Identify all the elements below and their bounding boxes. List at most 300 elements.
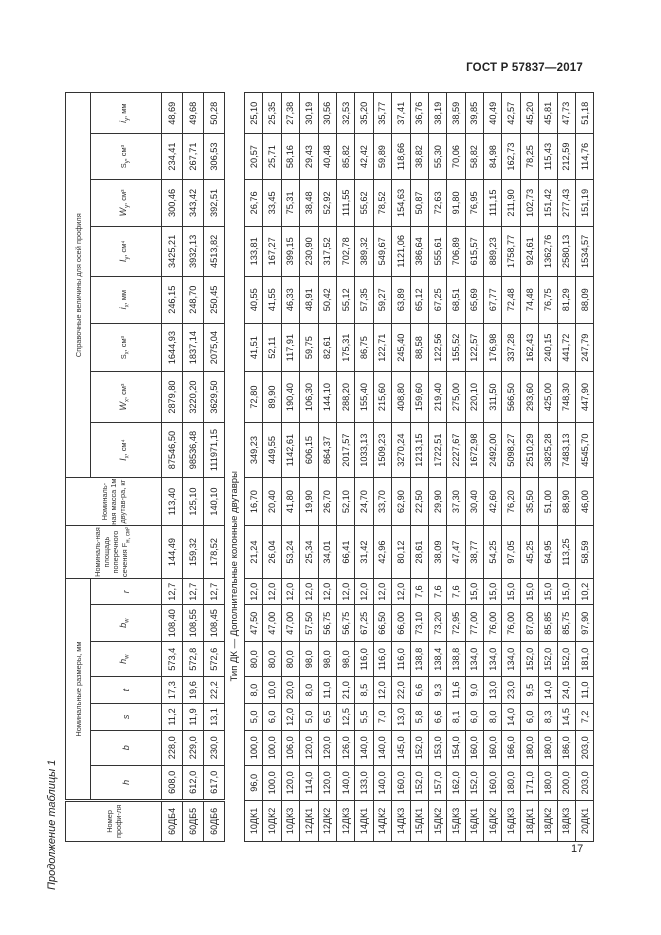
table-row [281,93,299,842]
value-cell: 6,0 [465,704,483,731]
value-cell: 122,57 [465,323,483,371]
value-cell: 408,80 [392,372,410,422]
value-cell: 8,3 [539,704,557,731]
table-row [183,93,204,842]
value-cell: 13,0 [484,677,502,704]
value-cell: 12,0 [355,579,373,605]
t-label: t [120,688,131,692]
value-cell: 70,06 [447,134,465,179]
header-ix [91,276,162,323]
value-cell: 52,11 [263,323,281,371]
value-cell: 12,7 [162,579,183,605]
value-cell: 26,76 [245,179,263,226]
value-cell: 22,2 [204,677,225,704]
value-cell: 4513,82 [204,227,225,276]
value-cell: 126,0 [336,730,354,765]
Iy-label: I [118,259,129,263]
value-cell: 51,00 [539,478,557,525]
value-cell: 267,71 [183,134,204,179]
value-cell: 97,05 [502,525,520,579]
profile-cell: 15ДК1 [410,800,428,841]
value-cell: 15,0 [502,579,520,605]
value-cell: 138,8 [447,642,465,677]
value-cell: 34,01 [318,525,336,579]
value-cell: 9,5 [520,677,538,704]
r-label: r [120,590,131,594]
value-cell: 65,12 [410,276,428,323]
table-row [484,93,502,842]
value-cell: 186,0 [557,730,575,765]
value-cell: 14,0 [502,704,520,731]
value-cell: 159,32 [183,525,204,579]
value-cell: 111971,15 [204,422,225,478]
value-cell: 76,20 [502,478,520,525]
value-cell: 2580,13 [557,227,575,276]
value-cell: 50,87 [410,179,428,226]
value-cell: 180,0 [539,765,557,800]
profile-cell: 14ДК1 [355,800,373,841]
value-cell: 1758,77 [502,227,520,276]
value-cell: 151,42 [539,179,557,226]
value-cell: 98,0 [318,642,336,677]
value-cell: 2227,67 [447,422,465,478]
table-row [447,93,465,842]
value-cell: 2017,57 [336,422,354,478]
value-cell: 66,00 [392,605,410,642]
value-cell: 108,40 [162,605,183,642]
value-cell: 76,00 [502,605,520,642]
value-cell: 26,04 [263,525,281,579]
value-cell: 228,0 [162,730,183,765]
value-cell: 15,0 [520,579,538,605]
table-row [263,93,281,842]
value-cell: 144,49 [162,525,183,579]
value-cell: 864,37 [318,422,336,478]
table-row [300,93,318,842]
hw-label: h [118,658,129,664]
value-cell: 1722,51 [428,422,446,478]
value-cell: 155,40 [355,372,373,422]
Sx-sub: x [124,351,131,355]
table-row [245,93,263,842]
value-cell: 39,85 [465,93,483,134]
Sx-label: S [119,354,129,360]
value-cell: 98536,48 [183,422,204,478]
value-cell: 386,64 [410,227,428,276]
s-label: s [120,714,131,720]
value-cell: 113,25 [557,525,575,579]
value-cell: 12,7 [183,579,204,605]
table-row [392,93,410,842]
value-cell: 200,0 [557,765,575,800]
Sy-unit: , см³ [119,144,129,161]
value-cell: 924,61 [520,227,538,276]
value-cell: 1837,14 [183,323,204,371]
value-cell: 40,55 [245,276,263,323]
value-cell: 21,24 [245,525,263,579]
table-row [204,93,225,842]
table-caption: Продолжение таблицы 1 [46,759,58,890]
value-cell: 152,0 [410,765,428,800]
value-cell: 86,75 [355,323,373,371]
value-cell: 1121,06 [392,227,410,276]
profile-cell: 16ДК3 [502,800,520,841]
value-cell: 6,5 [318,704,336,731]
value-cell: 11,0 [576,677,594,704]
value-cell: 12,0 [392,579,410,605]
value-cell: 180,0 [520,730,538,765]
value-cell: 12,0 [336,579,354,605]
value-cell: 87,00 [520,605,538,642]
section-title: Тип ДК — Дополнительные колонные двутавры [225,93,245,842]
value-cell: 113,40 [162,478,183,525]
table-row [318,93,336,842]
value-cell: 56,75 [336,605,354,642]
Wx-sub: x [124,399,131,402]
value-cell: 66,41 [336,525,354,579]
value-cell: 38,82 [410,134,428,179]
value-cell: 3220,20 [183,372,204,422]
value-cell: 5,0 [300,704,318,731]
value-cell: 111,15 [484,179,502,226]
page-number: 17 [571,843,584,855]
section-band [225,93,245,842]
value-cell: 118,66 [392,134,410,179]
value-cell: 144,10 [318,372,336,422]
value-cell: 25,35 [263,93,281,134]
value-cell: 72,80 [245,372,263,422]
value-cell: 2075,04 [204,323,225,371]
value-cell: 73,20 [428,605,446,642]
value-cell: 1033,13 [355,422,373,478]
value-cell: 555,61 [428,227,446,276]
value-cell: 51,18 [576,93,594,134]
profile-cell: 18ДК1 [520,800,538,841]
value-cell: 108,55 [183,605,204,642]
profile-cell: 14ДК3 [392,800,410,841]
value-cell: 116,0 [355,642,373,677]
value-cell: 67,77 [484,276,502,323]
value-cell: 58,82 [465,134,483,179]
table-row [355,93,373,842]
header-area-label: Номиналь-ная площадь поперечного сечения F [93,527,130,578]
hw-sub: w [124,654,131,659]
Wx-unit: , см³ [119,383,129,399]
value-cell: 45,25 [520,525,538,579]
value-cell: 212,59 [557,134,575,179]
value-cell: 116,0 [392,642,410,677]
profile-cell: 14ДК2 [373,800,391,841]
value-cell: 67,25 [428,276,446,323]
value-cell: 138,8 [410,642,428,677]
value-cell: 54,25 [484,525,502,579]
value-cell: 220,10 [465,372,483,422]
value-cell: 23,0 [502,677,520,704]
value-cell: 166,0 [502,730,520,765]
value-cell: 234,41 [162,134,183,179]
value-cell: 343,42 [183,179,204,226]
value-cell: 311,50 [484,372,502,422]
value-cell: 572,8 [183,642,204,677]
value-cell: 7,2 [576,704,594,731]
value-cell: 159,60 [410,372,428,422]
value-cell: 20,40 [263,478,281,525]
value-cell: 2492,00 [484,422,502,478]
value-cell: 45,20 [520,93,538,134]
value-cell: 26,70 [318,478,336,525]
value-cell: 64,95 [539,525,557,579]
iy-sub: y [124,117,131,121]
value-cell: 16,70 [245,478,263,525]
value-cell: 140,10 [204,478,225,525]
header-Sy [91,134,162,179]
profile-cell: 60ДБ6 [204,800,225,841]
profile-cell: 15ДК3 [447,800,465,841]
value-cell: 80,0 [245,642,263,677]
value-cell: 7,6 [428,579,446,605]
value-cell: 55,12 [336,276,354,323]
value-cell: 36,76 [410,93,428,134]
value-cell: 75,31 [281,179,299,226]
value-cell: 15,0 [557,579,575,605]
profile-cell: 16ДК1 [465,800,483,841]
value-cell: 50,42 [318,276,336,323]
header-nominal-dims: Номинальные размеры, мм [66,579,91,800]
value-cell: 31,42 [355,525,373,579]
value-cell: 190,40 [281,372,299,422]
value-cell: 37,30 [447,478,465,525]
value-cell: 1534,57 [576,227,594,276]
value-cell: 62,90 [392,478,410,525]
value-cell: 160,0 [392,765,410,800]
value-cell: 8,1 [447,704,465,731]
value-cell: 77,00 [465,605,483,642]
value-cell: 3932,13 [183,227,204,276]
profile-cell: 60ДБ4 [162,800,183,841]
value-cell: 306,53 [204,134,225,179]
Sy-label: S [119,163,129,169]
value-cell: 40,48 [318,134,336,179]
value-cell: 140,0 [355,730,373,765]
value-cell: 47,00 [281,605,299,642]
value-cell: 3425,21 [162,227,183,276]
Ix-sub: x [124,455,131,459]
value-cell: 114,76 [576,134,594,179]
value-cell: 45,81 [539,93,557,134]
value-cell: 155,52 [447,323,465,371]
value-cell: 11,2 [162,704,183,731]
value-cell: 12,0 [300,579,318,605]
value-cell: 151,19 [576,179,594,226]
profile-properties-table [65,92,594,842]
profile-cell: 16ДК2 [484,800,502,841]
value-cell: 10,0 [263,677,281,704]
value-cell: 21,0 [336,677,354,704]
Sx-unit: , см³ [119,335,129,352]
value-cell: 120,0 [281,765,299,800]
header-s [91,704,162,731]
header-h [91,765,162,800]
value-cell: 91,80 [447,179,465,226]
value-cell: 15,0 [484,579,502,605]
value-cell: 317,52 [318,227,336,276]
value-cell: 6,0 [263,704,281,731]
value-cell: 12,5 [336,704,354,731]
value-cell: 42,60 [484,478,502,525]
value-cell: 46,00 [576,478,594,525]
value-cell: 50,28 [204,93,225,134]
value-cell: 87546,50 [162,422,183,478]
table-row [428,93,446,842]
value-cell: 40,49 [484,93,502,134]
header-reference: Справочные величины для осей профиля [66,93,91,478]
Iy-sub: y [124,256,131,260]
table-row [162,93,183,842]
profile-cell: 18ДК3 [557,800,575,841]
profile-cell: 10ДК2 [263,800,281,841]
value-cell: 100,0 [245,730,263,765]
value-cell: 12,0 [318,579,336,605]
value-cell: 68,51 [447,276,465,323]
value-cell: 53,24 [281,525,299,579]
value-cell: 134,0 [465,642,483,677]
value-cell: 47,73 [557,93,575,134]
value-cell: 203,0 [576,730,594,765]
value-cell: 5,5 [355,704,373,731]
value-cell: 349,23 [245,422,263,478]
header-Wy [91,179,162,226]
value-cell: 114,0 [300,765,318,800]
value-cell: 617,0 [204,765,225,800]
profile-cell: 20ДК1 [576,800,594,841]
Wx-label: W [118,402,129,411]
profile-cell: 10ДК1 [245,800,263,841]
value-cell: 38,19 [428,93,446,134]
table-body [162,93,594,842]
value-cell: 2510,29 [520,422,538,478]
value-cell: 1644,93 [162,323,183,371]
value-cell: 572,6 [204,642,225,677]
value-cell: 606,15 [300,422,318,478]
value-cell: 80,0 [281,642,299,677]
value-cell: 22,0 [392,677,410,704]
value-cell: 8,0 [245,677,263,704]
value-cell: 12,0 [281,579,299,605]
value-cell: 180,0 [539,730,557,765]
value-cell: 24,70 [355,478,373,525]
value-cell: 219,40 [428,372,446,422]
value-cell: 76,75 [539,276,557,323]
value-cell: 399,15 [281,227,299,276]
value-cell: 7,0 [373,704,391,731]
value-cell: 615,57 [465,227,483,276]
value-cell: 447,90 [576,372,594,422]
profile-cell: 12ДК3 [336,800,354,841]
value-cell: 84,98 [484,134,502,179]
table-row [410,93,428,842]
value-cell: 3629,50 [204,372,225,422]
value-cell: 13,0 [392,704,410,731]
profile-cell: 60ДБ5 [183,800,204,841]
ix-sub: x [124,304,131,308]
value-cell: 245,40 [392,323,410,371]
value-cell: 11,6 [447,677,465,704]
value-cell: 154,63 [392,179,410,226]
value-cell: 80,12 [392,525,410,579]
value-cell: 9,3 [428,677,446,704]
value-cell: 111,55 [336,179,354,226]
value-cell: 72,63 [428,179,446,226]
value-cell: 55,30 [428,134,446,179]
header-t [91,677,162,704]
value-cell: 138,4 [428,642,446,677]
value-cell: 81,29 [557,276,575,323]
value-cell: 152,0 [539,642,557,677]
value-cell: 566,50 [502,372,520,422]
table-row [373,93,391,842]
Sy-sub: y [124,160,131,164]
value-cell: 140,0 [373,730,391,765]
header-area [66,525,162,579]
value-cell: 41,80 [281,478,299,525]
value-cell: 6,6 [410,677,428,704]
value-cell: 229,0 [183,730,204,765]
Wy-sub: y [124,204,131,208]
table-row [465,93,483,842]
profile-cell: 10ДК3 [281,800,299,841]
value-cell: 125,10 [183,478,204,525]
header-b [91,730,162,765]
value-cell: 8,0 [484,704,502,731]
value-cell: 175,31 [336,323,354,371]
value-cell: 38,48 [300,179,318,226]
value-cell: 449,55 [263,422,281,478]
value-cell: 152,0 [557,642,575,677]
value-cell: 1142,61 [281,422,299,478]
value-cell: 3270,24 [392,422,410,478]
value-cell: 72,48 [502,276,520,323]
profile-cell: 18ДК2 [539,800,557,841]
value-cell: 98,0 [300,642,318,677]
value-cell: 25,34 [300,525,318,579]
value-cell: 162,73 [502,134,520,179]
value-cell: 171,0 [520,765,538,800]
value-cell: 120,0 [300,730,318,765]
value-cell: 160,0 [484,765,502,800]
header-r [91,579,162,605]
value-cell: 153,0 [428,730,446,765]
value-cell: 59,27 [373,276,391,323]
value-cell: 145,0 [392,730,410,765]
iy-unit: , мм [119,103,129,118]
value-cell: 1672,98 [465,422,483,478]
value-cell: 133,81 [245,227,263,276]
value-cell: 392,51 [204,179,225,226]
value-cell: 160,0 [484,730,502,765]
value-cell: 35,77 [373,93,391,134]
value-cell: 55,62 [355,179,373,226]
value-cell: 246,15 [162,276,183,323]
value-cell: 215,60 [373,372,391,422]
value-cell: 46,33 [281,276,299,323]
value-cell: 47,47 [447,525,465,579]
value-cell: 98,0 [336,642,354,677]
value-cell: 49,68 [183,93,204,134]
standard-number: ГОСТ Р 57837—2017 [466,62,583,74]
Ix-unit: , см⁴ [119,439,129,456]
value-cell: 19,6 [183,677,204,704]
value-cell: 20,0 [281,677,299,704]
